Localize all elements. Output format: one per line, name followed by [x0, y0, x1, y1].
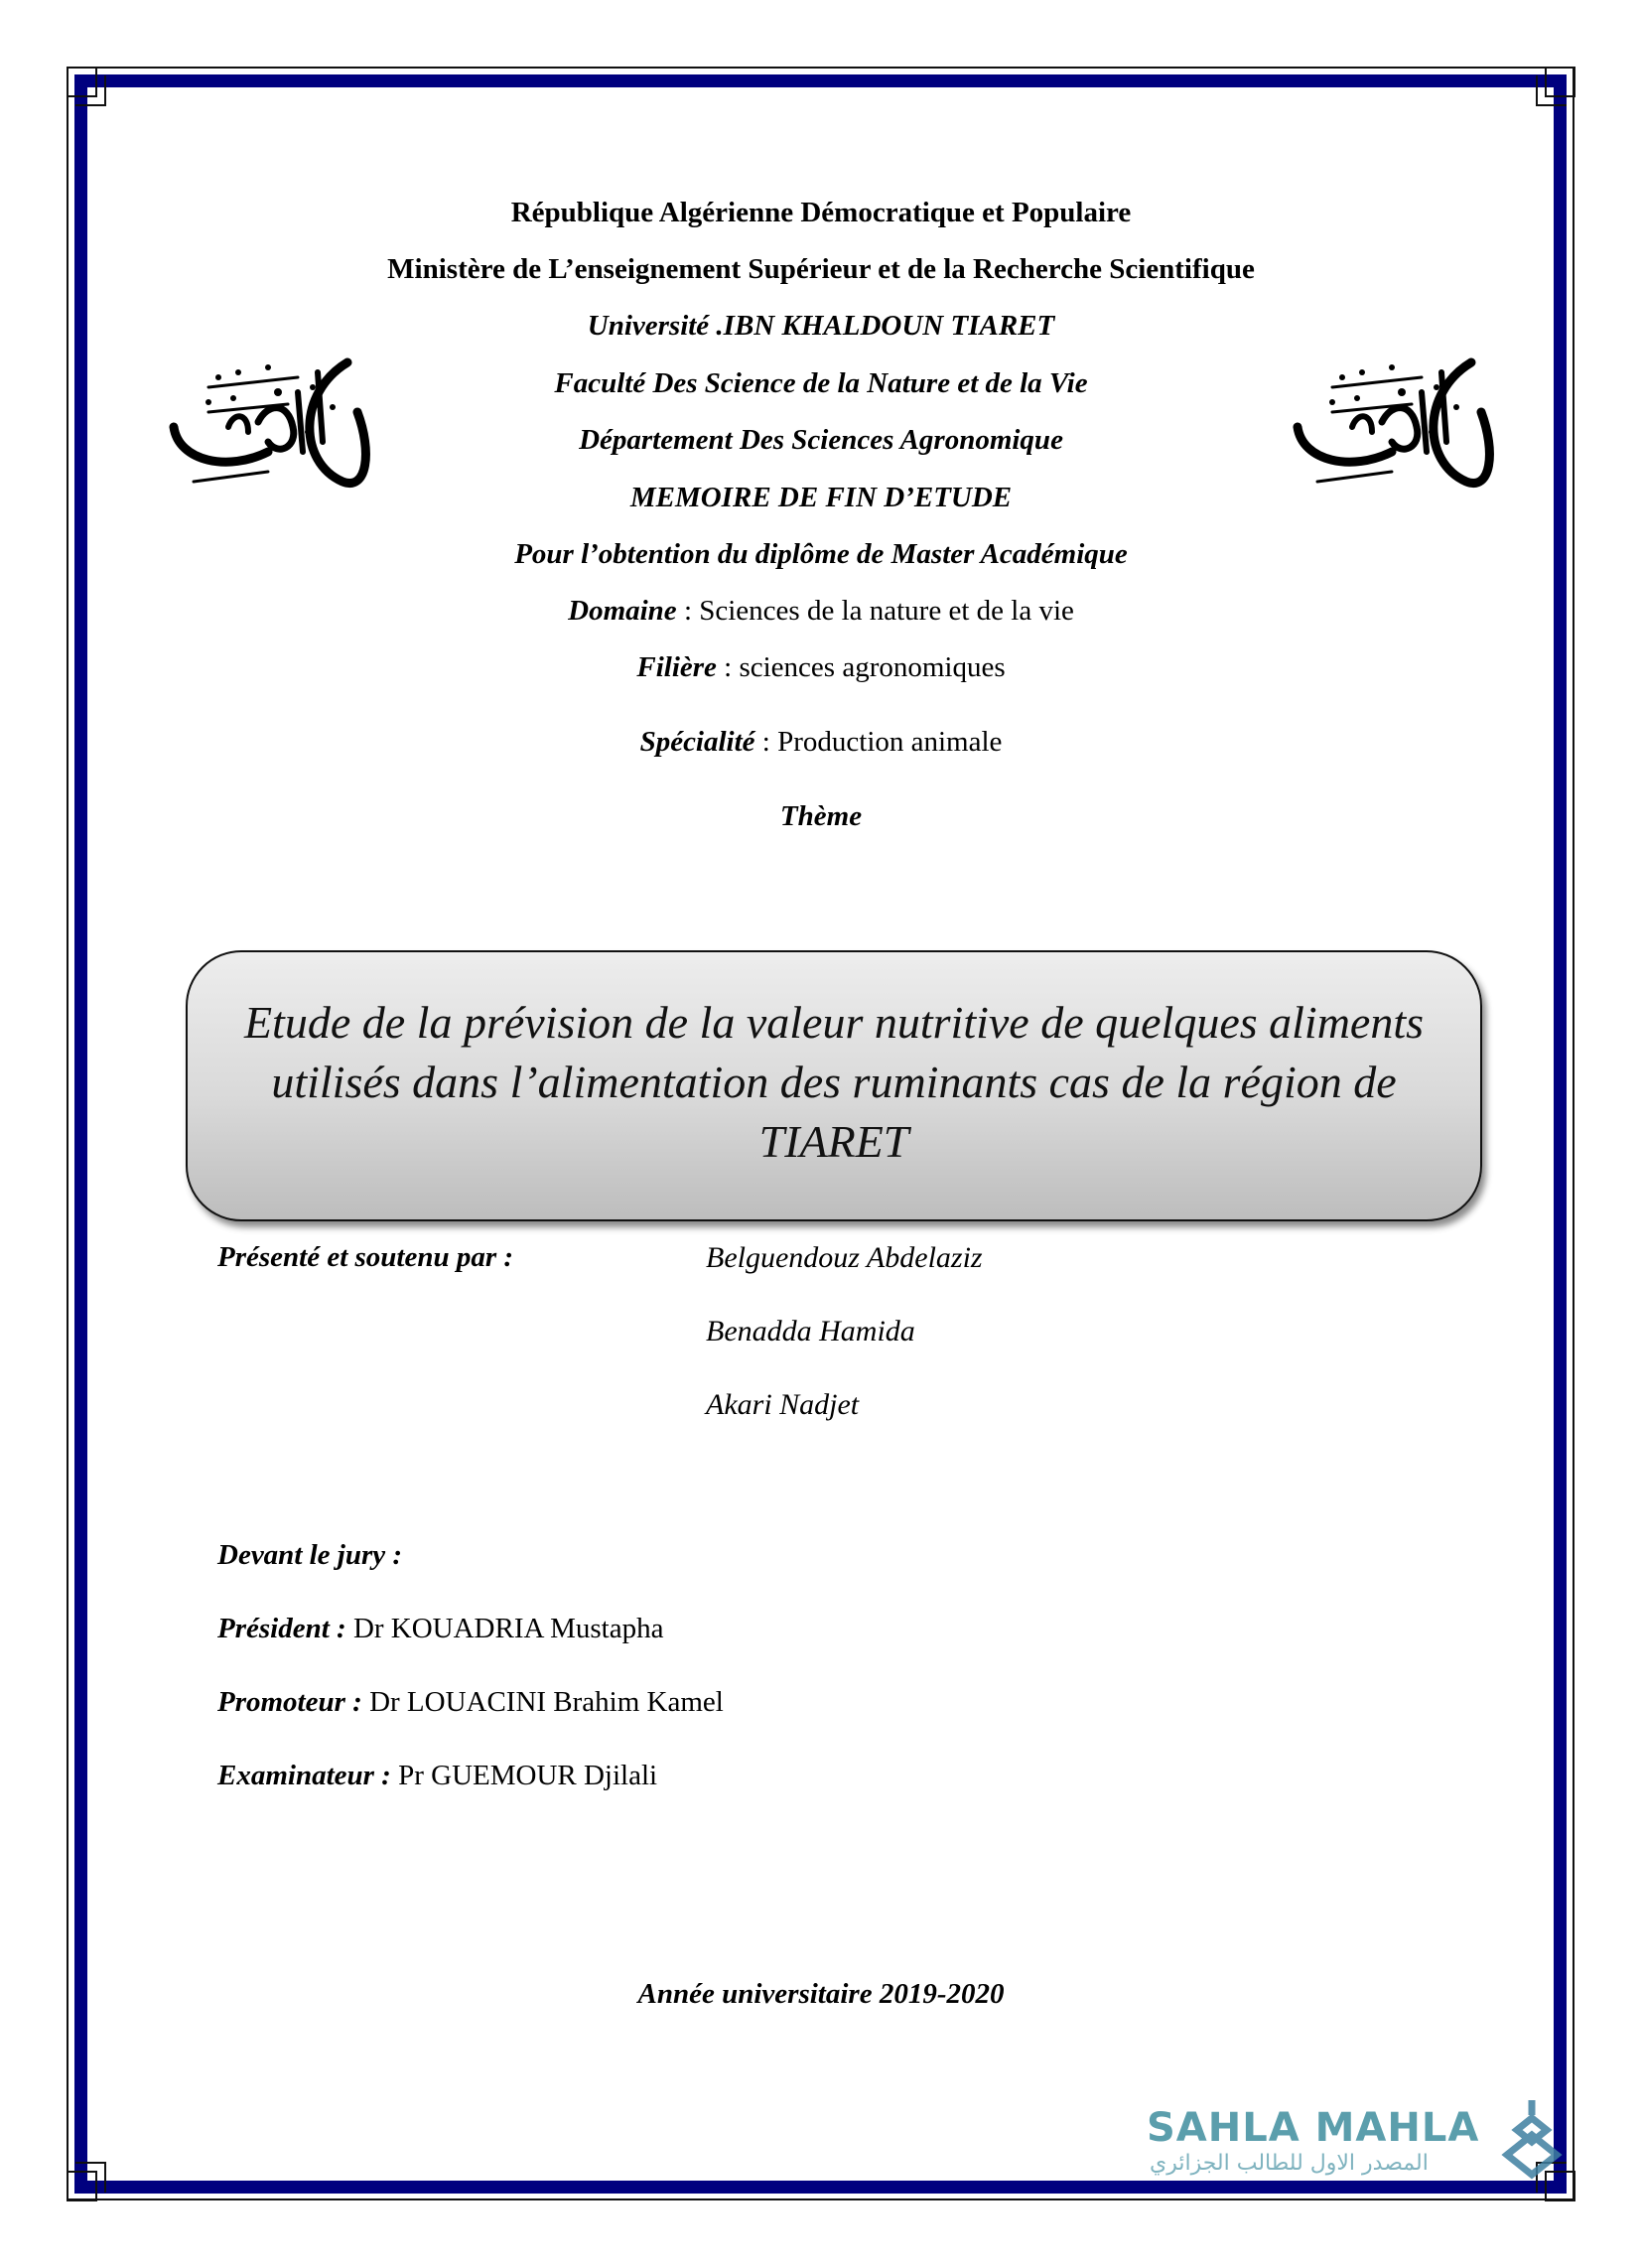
specialite-label: Spécialité — [639, 726, 755, 758]
domaine-field — [0, 595, 1642, 628]
academic-year: Année universitaire 2019-2020 — [637, 1978, 1005, 2010]
watermark-subtitle: المصدر الاول للطالب الجزائري — [1150, 2151, 1429, 2176]
sahla-mahla-emblem-icon — [1497, 2090, 1567, 2190]
sahla-mahla-watermark — [1142, 2105, 1519, 2185]
specialite-field — [0, 726, 1642, 759]
jury-role: Examinateur : — [217, 1760, 391, 1791]
document-type: MEMOIRE DE FIN D’ETUDE — [629, 482, 1013, 513]
watermark-title: SAHLA MAHLA — [1147, 2105, 1480, 2151]
university-name: Université .IBN KHALDOUN TIARET — [587, 310, 1055, 342]
jury-role: Promoteur : — [217, 1686, 362, 1718]
border-corner-ornament — [75, 75, 106, 106]
filiere-value: : sciences agronomiques — [716, 651, 1006, 683]
student-name: Benadda Hamida — [706, 1315, 915, 1347]
domaine-value: : Sciences de la nature et de la vie — [676, 595, 1074, 627]
department-name: Département Des Sciences Agronomique — [579, 424, 1063, 456]
student-name: Akari Nadjet — [706, 1388, 860, 1421]
jury-member-president — [217, 1613, 663, 1645]
jury-label: Devant le jury : — [217, 1539, 403, 1571]
university-logo-icon — [1273, 333, 1501, 501]
jury-member-examinateur — [217, 1760, 657, 1792]
jury-name: Dr LOUACINI Brahim Kamel — [361, 1686, 724, 1718]
theme-label: Thème — [779, 800, 863, 832]
filiere-field — [0, 651, 1642, 684]
university-logo-icon — [149, 333, 377, 501]
jury-role: Président : — [217, 1613, 346, 1644]
thesis-title: Etude de la prévision de la valeur nutritive de quelques aliments utilisés dans l’alimentation des ruminants cas de la région de TIARET — [243, 996, 1425, 1167]
border-corner-ornament — [1536, 75, 1567, 106]
border-corner-ornament — [75, 2162, 106, 2193]
degree-purpose: Pour l’obtention du diplôme de Master Académique — [514, 538, 1128, 570]
thesis-title-box — [186, 950, 1482, 1221]
student-name: Belguendouz Abdelaziz — [706, 1241, 983, 1274]
presented-by-label: Présenté et soutenu par : — [217, 1241, 514, 1273]
jury-name: Pr GUEMOUR Djilali — [390, 1760, 658, 1791]
jury-name: Dr KOUADRIA Mustapha — [345, 1613, 664, 1644]
ministry-heading: Ministère de L’enseignement Supérieur et de la Recherche Scientifique — [387, 253, 1255, 285]
specialite-value: : Production animale — [754, 726, 1003, 758]
domaine-label: Domaine — [568, 595, 677, 627]
filiere-label: Filière — [636, 651, 717, 683]
faculty-name: Faculté Des Science de la Nature et de la Vie — [554, 367, 1088, 399]
jury-member-promoteur — [217, 1686, 724, 1719]
republic-heading: République Algérienne Démocratique et Populaire — [510, 197, 1132, 228]
